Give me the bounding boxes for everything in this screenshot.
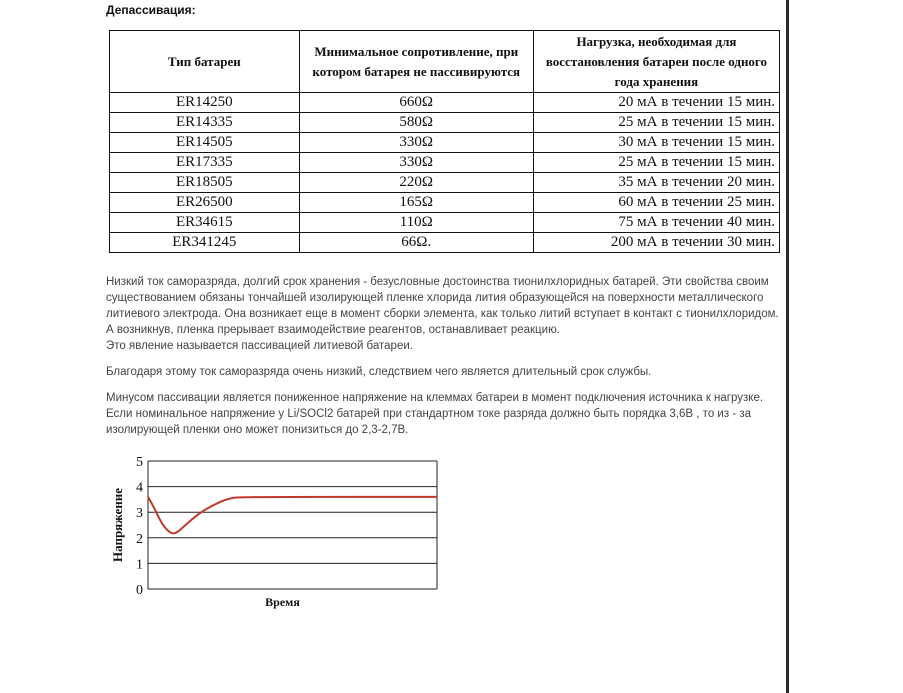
- paragraph-line: Благодаря этому ток саморазряда очень низкий, следствием чего является длительный срок службы.: [106, 366, 652, 378]
- table-row: [110, 93, 780, 113]
- paragraph-line: Минусом пассивации является пониженное напряжение на клеммах батареи в момент подключения источника к нагрузке.: [106, 392, 764, 404]
- voltage-chart: [104, 450, 444, 620]
- cell-battery-type: ER17335: [110, 153, 300, 173]
- cell-recovery-load: 30 мА в течении 15 мин.: [533, 133, 779, 153]
- cell-min-resistance: 580Ω: [299, 113, 533, 133]
- cell-min-resistance: 330Ω: [299, 153, 533, 173]
- paragraph-line: Это явление называется пассивацией литиевой батареи.: [106, 340, 413, 352]
- table-row: [110, 213, 780, 233]
- table-row: [110, 173, 780, 193]
- x-axis-label: Время: [265, 595, 300, 609]
- header-min-resistance: Минимальное сопротивление, при котором батарея не пассивируются: [299, 31, 533, 93]
- cell-min-resistance: 220Ω: [299, 173, 533, 193]
- paragraph-self-discharge: [106, 364, 782, 380]
- y-axis-label: Напряжение: [110, 488, 125, 562]
- table-row: [110, 133, 780, 153]
- cell-battery-type: ER14250: [110, 93, 300, 113]
- paragraph-line: Если номинальное напряжение у Li/SOCl2 батарей при стандартном токе разряда должно быть порядка 3,6В , то из - за изолирующей пленки оно может понизиться до 2,3-2,7В.: [106, 408, 751, 436]
- paragraph-voltage-drop: [106, 390, 782, 438]
- cell-recovery-load: 60 мА в течении 25 мин.: [533, 193, 779, 213]
- cell-battery-type: ER14335: [110, 113, 300, 133]
- cell-recovery-load: 20 мА в течении 15 мин.: [533, 93, 779, 113]
- cell-recovery-load: 25 мА в течении 15 мин.: [533, 153, 779, 173]
- voltage-series-line: [148, 497, 437, 534]
- y-tick-label: 2: [136, 531, 143, 547]
- y-tick-label: 5: [136, 455, 143, 470]
- table-header-row: [110, 31, 780, 93]
- section-heading: Депассивация:: [106, 3, 196, 17]
- cell-recovery-load: 75 мА в течении 40 мин.: [533, 213, 779, 233]
- battery-table: [109, 30, 780, 253]
- cell-min-resistance: 330Ω: [299, 133, 533, 153]
- table-row: [110, 193, 780, 213]
- cell-recovery-load: 35 мА в течении 20 мин.: [533, 173, 779, 193]
- cell-min-resistance: 165Ω: [299, 193, 533, 213]
- paragraph-line: Низкий ток саморазряда, долгий срок хранения - безусловные достоинства тионилхлоридных батарей. Эти свойства своим существованием обязаны тончайшей изолирующей пленке хлорида лития образующейся на поверхности металлического литиевого электрода. Она возникает еще в момент сборки элемента, как только литий вступает в контакт с тионилхлоридом.: [106, 276, 779, 320]
- cell-battery-type: ER18505: [110, 173, 300, 193]
- header-recovery-load: Нагрузка, необходимая для восстановления батареи после одного года хранения: [533, 31, 779, 93]
- paragraph-line: А возникнув, пленка прерывает взаимодействие реагентов, останавливает реакцию.: [106, 324, 560, 336]
- table-row: [110, 233, 780, 253]
- table-row: [110, 153, 780, 173]
- cell-battery-type: ER34615: [110, 213, 300, 233]
- cell-battery-type: ER26500: [110, 193, 300, 213]
- table-row: [110, 113, 780, 133]
- y-tick-label: 0: [136, 583, 143, 598]
- cell-battery-type: ER14505: [110, 133, 300, 153]
- cell-recovery-load: 25 мА в течении 15 мин.: [533, 113, 779, 133]
- paragraph-passivation: [106, 274, 782, 354]
- cell-recovery-load: 200 мА в течении 30 мин.: [533, 233, 779, 253]
- y-tick-label: 3: [136, 506, 143, 522]
- page-edge-rule: [786, 0, 789, 693]
- cell-min-resistance: 110Ω: [299, 213, 533, 233]
- y-tick-label: 1: [136, 557, 143, 573]
- cell-battery-type: ER341245: [110, 233, 300, 253]
- cell-min-resistance: 660Ω: [299, 93, 533, 113]
- header-battery-type: Тип батареи: [110, 31, 300, 93]
- y-tick-label: 4: [136, 480, 143, 496]
- cell-min-resistance: 66Ω.: [299, 233, 533, 253]
